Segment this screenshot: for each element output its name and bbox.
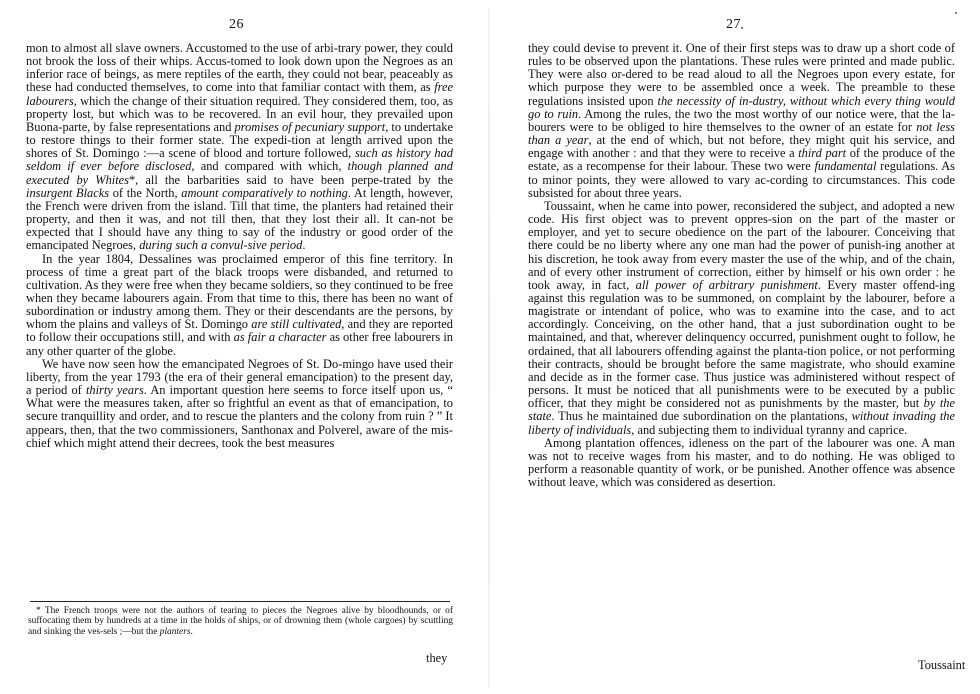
paragraph: We have now seen how the emancipated Negroes of St. Do-mingo have used their liberty, from the year 1793 (the era of their general emancipation) to the present day, a period of thirty years. An important question here seems to force itself upon us, “ What were the measures taken, after so frightful an event as that of emancipation, to secure tranquillity and order, and to rescue the planters and the colony from ruin ? ” It appears, then, that the two commissioners, Santhonax and Polverel, aware of the mis-chief which might attend their decrees, took the best measures — [26, 356, 454, 450]
page-number: 26 — [229, 17, 244, 32]
catchword: they — [426, 651, 448, 665]
footnote — [28, 606, 453, 637]
body-text — [528, 42, 955, 489]
catchword: Toussaint — [918, 658, 966, 672]
paper-speck — [741, 27, 743, 29]
body-text — [26, 42, 453, 450]
footnote-divider — [30, 601, 450, 602]
paragraph: In the year 1804, Dessalines was proclaimed emperor of this fine territory. In process of time a great part of the black troops were disbanded, and returned to cultivation. As they were free when they became soldiers, so they continued to be free when they became labourers again. From that time to this, there has been no want of subordination or industry among them. They or their descendants are the persons, by whom the plains and valleys of St. Domingo are still cultivated, and they are reported to follow their occupations still, and with as fair a character as other free labourers in any other quarter of the globe. — [26, 251, 454, 358]
page-number: 27 — [726, 17, 741, 32]
right-page — [490, 0, 980, 694]
paper-speck — [955, 12, 957, 14]
paragraph: they could devise to prevent it. One of their first steps was to draw up a short code of rules to be observed upon the plantations. These rules were printed and made public. They were also or-dered to be read aloud to all the Negroes upon every estate, for which purpose they were to be assembled once a week. The preamble to these regulations insisted upon the necessity of in-dustry, without which every thing would go to ruin. Among the rules, the two the most worthy of our notice were, that the la-bourers were to be obliged to hire themselves to the owner of an estate for not less than a year, at the end of which, but not before, they might quit his service, and engage with another : and that they were to receive a third part of the produce of the estate, as a recompense for their labour. These two were fundamental regulations. As to minor points, they were allowed to vary ac-cording to circumstances. This code subsisted for about three years. — [528, 41, 956, 200]
paragraph: Toussaint, when he came into power, reconsidered the subject, and adopted a new code. His first object was to prevent oppres-sion on the part of the master or employer, and yet to secure obedience on the part of the labourer. Conceiving that there could be no liberty where any one man had the power of punish-ing another at his discretion, he took away from every master the use of the whip, and of the chain, and of every other instrument of correction, either by himself or his own order : he took away, in fact, all power of arbitrary punishment. Every master offend-ing against this regulation was to be summoned, on complaint by the labourer, before a magistrate or intendant of police, who was to examine into the case, and to act accordingly. Conceiving, on the other hand, that a just subordination ought to be maintained, and that, wherever delinquency occurred, punishment ought to follow, he ordained, that all labourers offending against the planta-tion police, or not performing their contracts, should be brought before the same magistrate, who should examine and decide as in the former case. Thus justice was administered without respect of persons. It must be noticed that all punishments were to be executed by a public officer, that they might be considered not as punishments by the master, but by the state. Thus he maintained due subordination on the plantations, without invading the liberty of individuals, and subjecting them to individual tyranny and caprice. — [528, 198, 956, 437]
footnote-text: * The French troops were not the authors of tearing to pieces the Negroes alive by bloodhounds, or of suffocating them by hundreds at a time in the holds of ships, or of drowning them (whole cargoes) by scuttling and sinking the ves-sels ;—but the planters. — [28, 606, 453, 637]
paragraph: Among plantation offences, idleness on the part of the labourer was one. A man was not to receive wages from his master, and to do nothing. He was obliged to perform a reasonable quantity of work, or be punished. Another offence was absence without leave, which was considered as desertion. — [528, 435, 955, 490]
paragraph: mon to almost all slave owners. Accustomed to the use of arbi-trary power, they could not brook the loss of their whips. Accus-tomed to look down upon the Negroes as an inferior race of beings, as mere reptiles of the earth, they could not bear, peaceably as these had conducted themselves, to come into that familiar contact with them, as free labourers, which the change of their situation required. They considered them, too, as property lost, but which was to be recovered. In an evil hour, they prevailed upon Buona-parte, by false representations and promises of pecuniary support, to undertake to restore things to their former state. The expedi-tion at length arrived upon the shores of St. Domingo :—a scene of blood and torture followed, such as history had seldom if ever before disclosed, and compared with which, though planned and executed by Whites*, all the barbarities said to have been perpe-trated by the insurgent Blacks of the North, amount comparatively to nothing. At length, however, the French were driven from the island. Till that time, the planters had retained their property, and then it was, and not till then, that they lost their all. It can-not be expected that I should have any thing to say of the industry or good order of the emancipated Negroes, during such a convul-sive period. — [26, 41, 454, 253]
